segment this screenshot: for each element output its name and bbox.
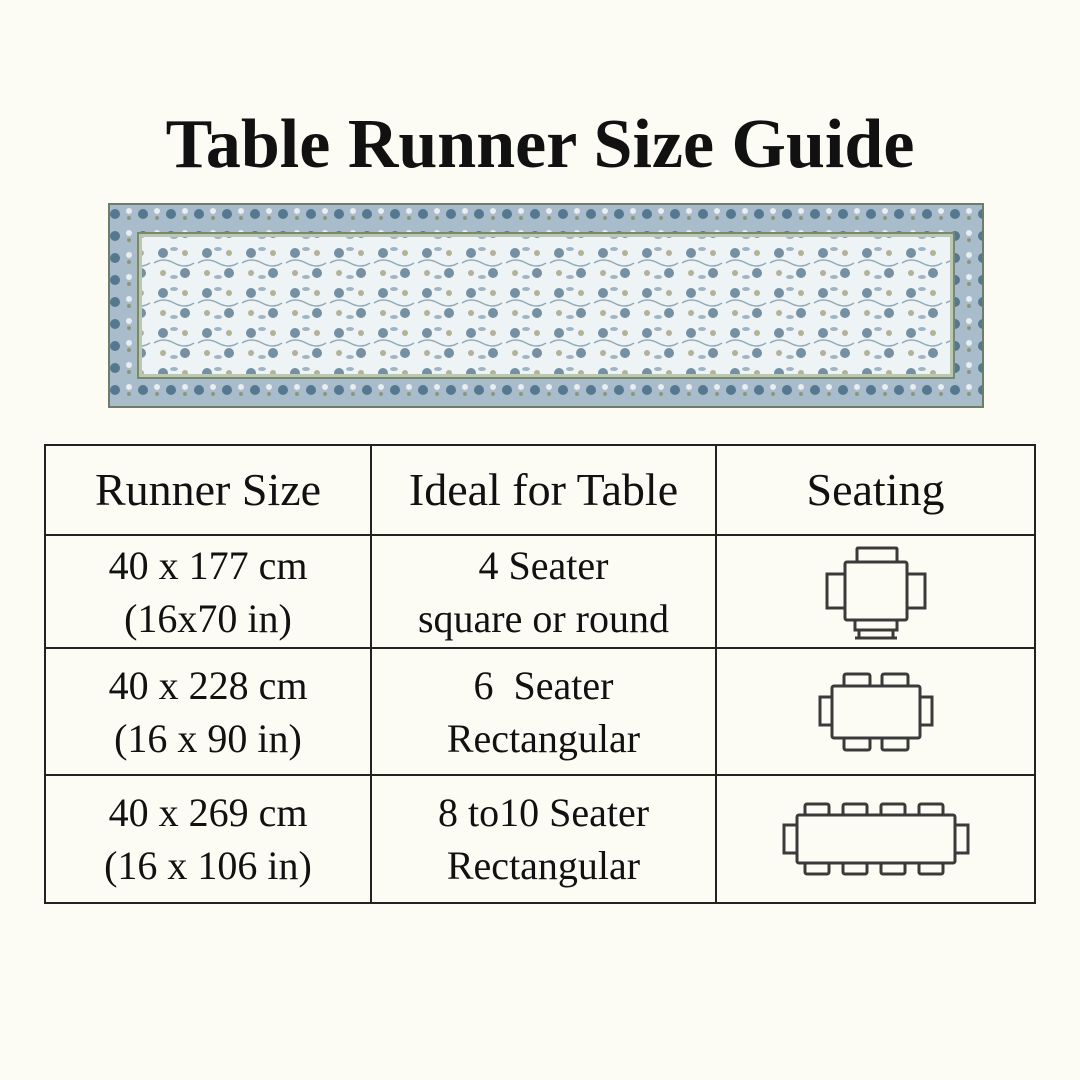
ten-seater-table-icon bbox=[781, 801, 971, 877]
seating-cell bbox=[716, 535, 1035, 648]
table-shape: Rectangular bbox=[446, 715, 641, 761]
header-runner-size: Runner Size bbox=[45, 445, 371, 535]
ideal-table-cell bbox=[371, 648, 716, 775]
size-cm: 40 x 269 cm bbox=[108, 790, 308, 835]
ideal-table-cell bbox=[371, 535, 716, 648]
runner-pattern-graphic bbox=[108, 203, 984, 408]
seating-cell bbox=[716, 648, 1035, 775]
size-in: (16 x 90 in) bbox=[114, 715, 302, 761]
size-guide-table bbox=[44, 444, 1036, 904]
size-in: (16x70 in) bbox=[124, 595, 292, 641]
four-seater-table-icon bbox=[821, 544, 931, 640]
size-cm: 40 x 228 cm bbox=[108, 662, 308, 708]
runner-size-cell bbox=[45, 648, 371, 775]
ideal-table-cell bbox=[371, 775, 716, 903]
table-shape: square or round bbox=[417, 595, 670, 641]
size-in: (16 x 106 in) bbox=[104, 843, 312, 888]
seater-count: 4 Seater bbox=[478, 542, 609, 588]
table-runner-image bbox=[108, 203, 984, 408]
runner-size-cell bbox=[45, 775, 371, 903]
seater-count: 6 Seater bbox=[473, 662, 614, 708]
size-cm: 40 x 177 cm bbox=[108, 542, 308, 588]
seating-cell bbox=[716, 775, 1035, 903]
table-row bbox=[45, 535, 1035, 648]
table-header-row bbox=[45, 445, 1035, 535]
runner-size-cell bbox=[45, 535, 371, 648]
header-ideal-for-table: Ideal for Table bbox=[371, 445, 716, 535]
table-row bbox=[45, 775, 1035, 903]
seater-count: 8 to10 Seater bbox=[437, 790, 650, 835]
table-shape: Rectangular bbox=[446, 843, 641, 888]
table-row bbox=[45, 648, 1035, 775]
header-seating: Seating bbox=[716, 445, 1035, 535]
page-title: Table Runner Size Guide bbox=[165, 106, 915, 183]
six-seater-table-icon bbox=[816, 671, 936, 753]
